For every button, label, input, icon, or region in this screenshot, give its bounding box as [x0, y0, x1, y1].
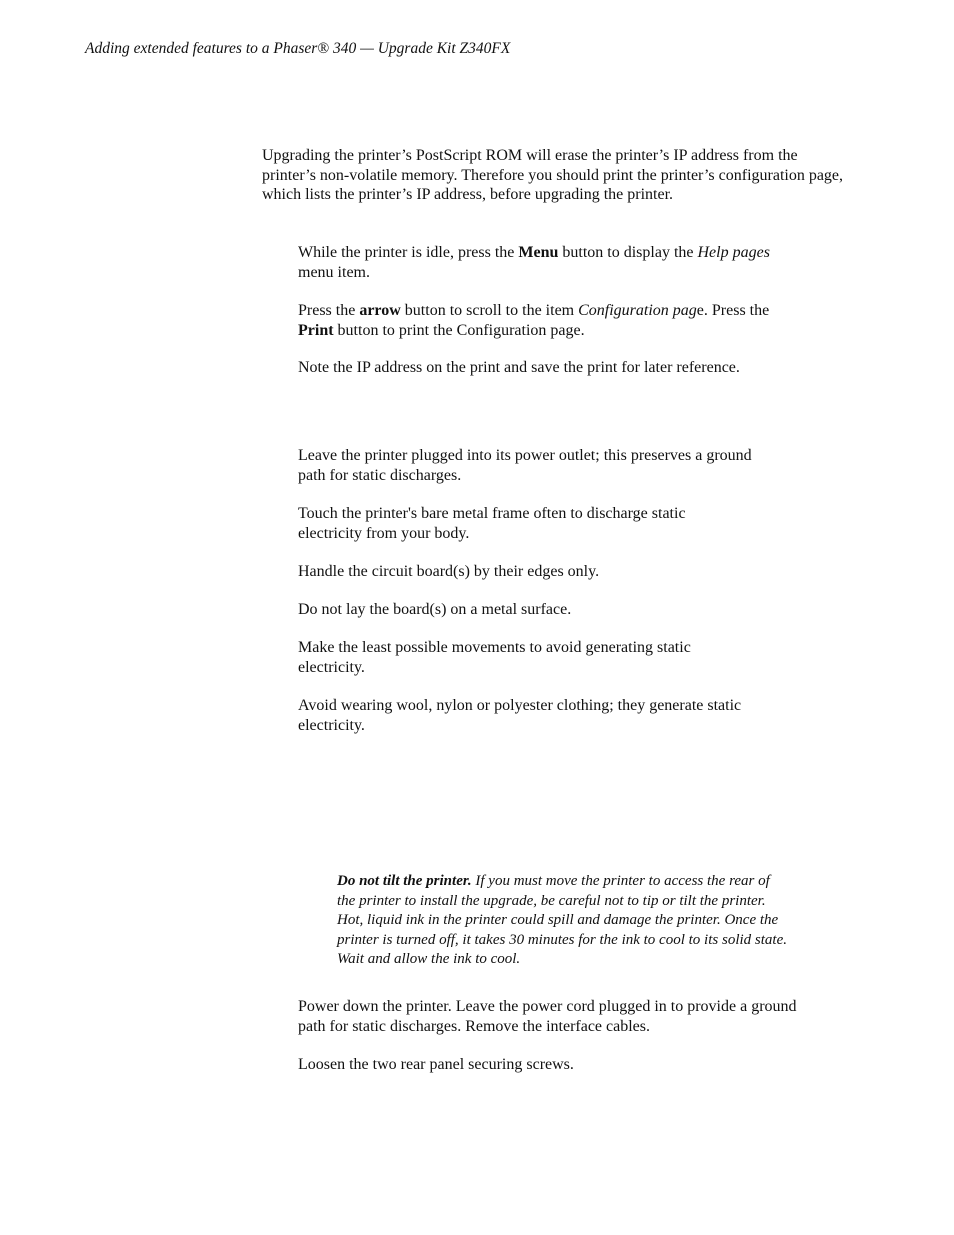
precaution-item: Handle the circuit board(s) by their edges only.: [298, 563, 600, 580]
precaution-item: Do not lay the board(s) on a metal surface.: [298, 601, 572, 618]
step-text: While the printer is idle, press the: [298, 244, 519, 261]
print-button-label: Print: [298, 321, 334, 339]
step-note-ip: Note the IP address on the print and save the print for later reference.: [298, 359, 740, 376]
step-text: Press the: [298, 302, 360, 319]
caution-text: If you must move the printer to access the rear of the printer to install the upgrade, be careful not to tip or tilt the printer. Hot, liquid ink in the printer could spill and damage the printer. Once the printer is turned off, it takes 30 minutes for the ink to cool to its solid state. Wait and allow the ink to cool.: [337, 873, 787, 967]
configuration-page-label: Configuration pag: [578, 302, 697, 319]
precaution-item: Leave the printer plugged into its power outlet; this preserves a ground path for static discharges.: [298, 447, 752, 484]
precaution-item: Make the least possible movements to avoid generating static electricity.: [298, 639, 691, 676]
precaution-item: Touch the printer's bare metal frame often to discharge static electricity from your body.: [298, 505, 686, 542]
step-text: button to scroll to the item: [400, 302, 579, 319]
step-loosen-screws: Loosen the two rear panel securing screws.: [298, 1056, 574, 1073]
caution-note: [337, 872, 787, 970]
menu-button-label: Menu: [518, 244, 559, 261]
step-text: button to display the: [558, 244, 698, 261]
step-text: menu item.: [298, 263, 370, 281]
precaution-item: Avoid wearing wool, nylon or polyester clothing; they generate static electricity.: [298, 697, 742, 734]
step-text: e. Press the: [696, 302, 770, 319]
intro-paragraph: Upgrading the printer’s PostScript ROM will erase the printer’s IP address from the printer’s non-volatile memory. Therefore you should print the printer’s configuration page, which lists the printer’s IP address, before upgrading the printer.: [262, 147, 844, 203]
step-power-down: Power down the printer. Leave the power cord plugged in to provide a ground path for static discharges. Remove the interface cables.: [298, 998, 797, 1035]
step-text: button to print the Configuration page.: [333, 321, 585, 339]
caution-heading: Do not tilt the printer.: [337, 873, 472, 889]
arrow-button-label: arrow: [359, 302, 401, 319]
step-display-help-pages: [298, 243, 808, 282]
help-pages-label: Help pages: [697, 244, 770, 261]
step-print-configuration: [298, 301, 808, 340]
page-header: Adding extended features to a Phaser® 340 — Upgrade Kit Z340FX: [85, 40, 511, 57]
